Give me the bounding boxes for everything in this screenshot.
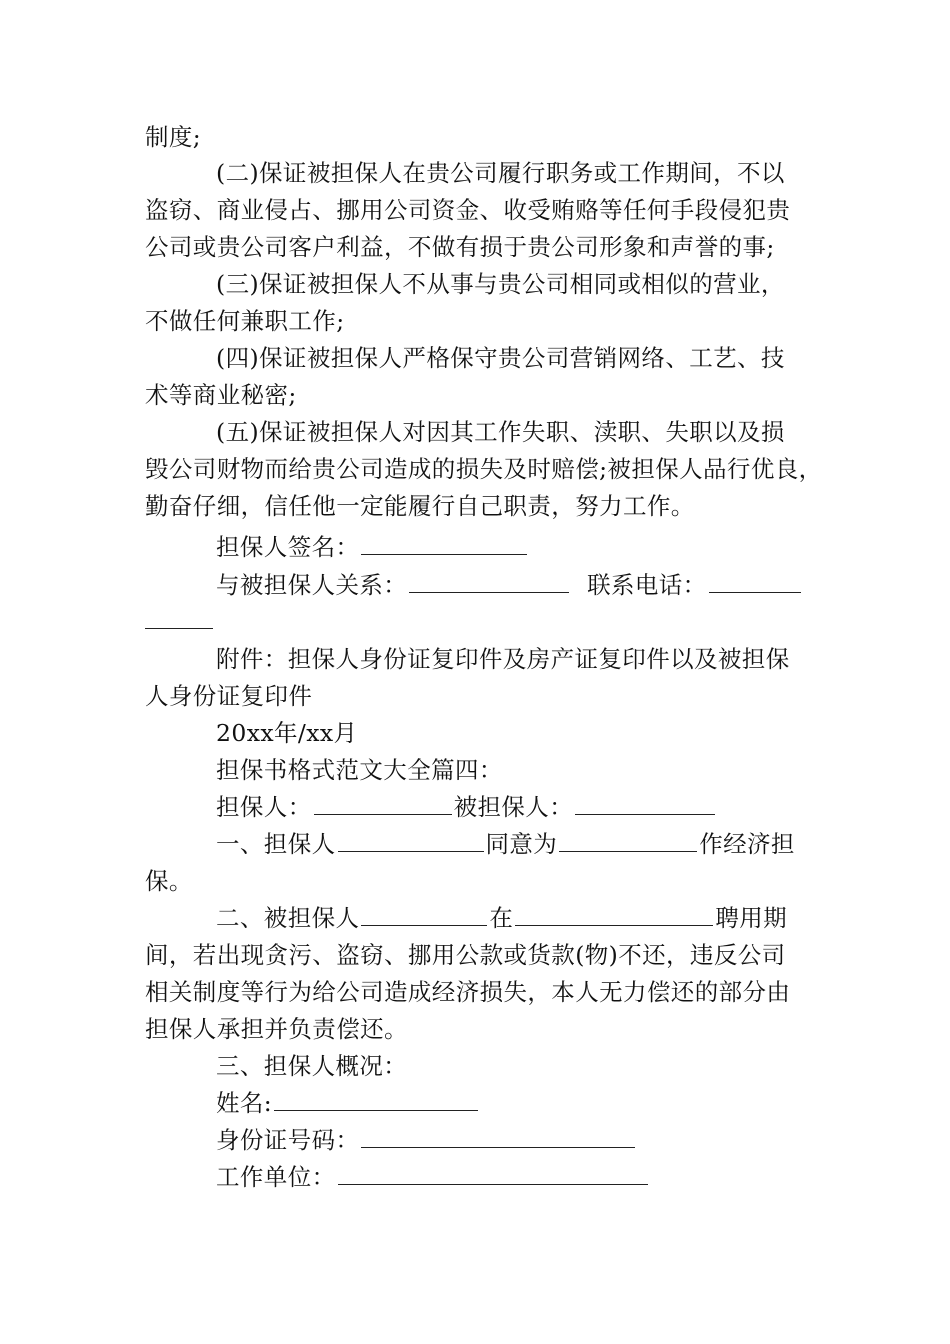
section-title: 担保书格式范文大全篇四： — [216, 756, 503, 784]
date-line: 20xx年/xx月 — [216, 719, 358, 747]
text-line: 保。 — [145, 867, 193, 895]
relation-row — [216, 569, 803, 601]
guarantor-label: 担保人： — [216, 793, 312, 821]
text-line: 不做任何兼职工作; — [145, 307, 345, 335]
clause-one-row — [216, 828, 795, 860]
clause-blank — [361, 903, 487, 926]
text-line: (四)保证被担保人严格保守贵公司营销网络、工艺、技 — [216, 344, 785, 372]
phone-label: 联系电话： — [587, 571, 707, 599]
text-line: 担保人承担并负责偿还。 — [145, 1015, 408, 1043]
clause-text: 二、被担保人 — [216, 904, 360, 932]
signature-blank — [361, 532, 527, 555]
relation-blank — [409, 570, 569, 593]
name-row — [216, 1087, 480, 1119]
clause-text: 在 — [489, 904, 514, 932]
relation-label: 与被担保人关系： — [216, 571, 408, 599]
text-line: 相关制度等行为给公司造成经济损失，本人无力偿还的部分由 — [145, 978, 791, 1006]
clause-text: 一、担保人 — [216, 830, 336, 858]
clause-text: 同意为 — [485, 830, 558, 858]
text-line: 间，若出现贪污、盗窃、挪用公款或货款(物)不还，违反公司 — [145, 941, 786, 969]
text-line: 附件：担保人身份证复印件及房产证复印件以及被担保 — [216, 645, 790, 673]
clause-two-row — [216, 902, 787, 934]
text-line: 勤奋仔细，信任他一定能履行自己职责，努力工作。 — [145, 492, 695, 520]
parties-row — [216, 791, 717, 823]
signature-label: 担保人签名： — [216, 533, 360, 561]
clause-blank — [559, 829, 697, 852]
text-line: 毁公司财物而给贵公司造成的损失及时赔偿;被担保人品行优良， — [145, 455, 823, 483]
text-line: (三)保证被担保人不从事与贵公司相同或相似的营业， — [216, 270, 785, 298]
text-line: (二)保证被担保人在贵公司履行职务或工作期间，不以 — [216, 159, 785, 187]
clause-blank — [338, 829, 484, 852]
id-blank — [361, 1125, 635, 1148]
text-line: 盗窃、商业侵占、挪用公司资金、收受贿赂等任何手段侵犯贵 — [145, 196, 791, 224]
clause-text: 聘用期 — [715, 904, 788, 932]
guaranteed-blank — [575, 792, 715, 815]
work-row — [216, 1161, 650, 1193]
work-blank — [338, 1162, 648, 1185]
clause-text: 作经济担 — [699, 830, 795, 858]
id-label: 身份证号码： — [216, 1126, 360, 1154]
text-line: 人身份证复印件 — [145, 682, 313, 710]
text-line: 制度; — [145, 123, 202, 151]
phone-blank-continuation — [145, 606, 213, 629]
text-line: 术等商业秘密; — [145, 381, 297, 409]
name-blank — [274, 1088, 478, 1111]
clause-three-title: 三、担保人概况： — [216, 1052, 408, 1080]
name-label: 姓名: — [216, 1089, 273, 1117]
text-line: 公司或贵公司客户利益，不做有损于贵公司形象和声誉的事; — [145, 233, 775, 261]
guarantor-blank — [314, 792, 452, 815]
phone-blank — [709, 570, 801, 593]
signature-row — [216, 531, 529, 563]
text-line: (五)保证被担保人对因其工作失职、渎职、失职以及损 — [216, 418, 785, 446]
work-label: 工作单位： — [216, 1163, 336, 1191]
id-row — [216, 1124, 637, 1156]
guaranteed-label: 被担保人： — [453, 793, 574, 821]
clause-blank — [515, 903, 713, 926]
phone-blank-continued — [145, 605, 213, 637]
